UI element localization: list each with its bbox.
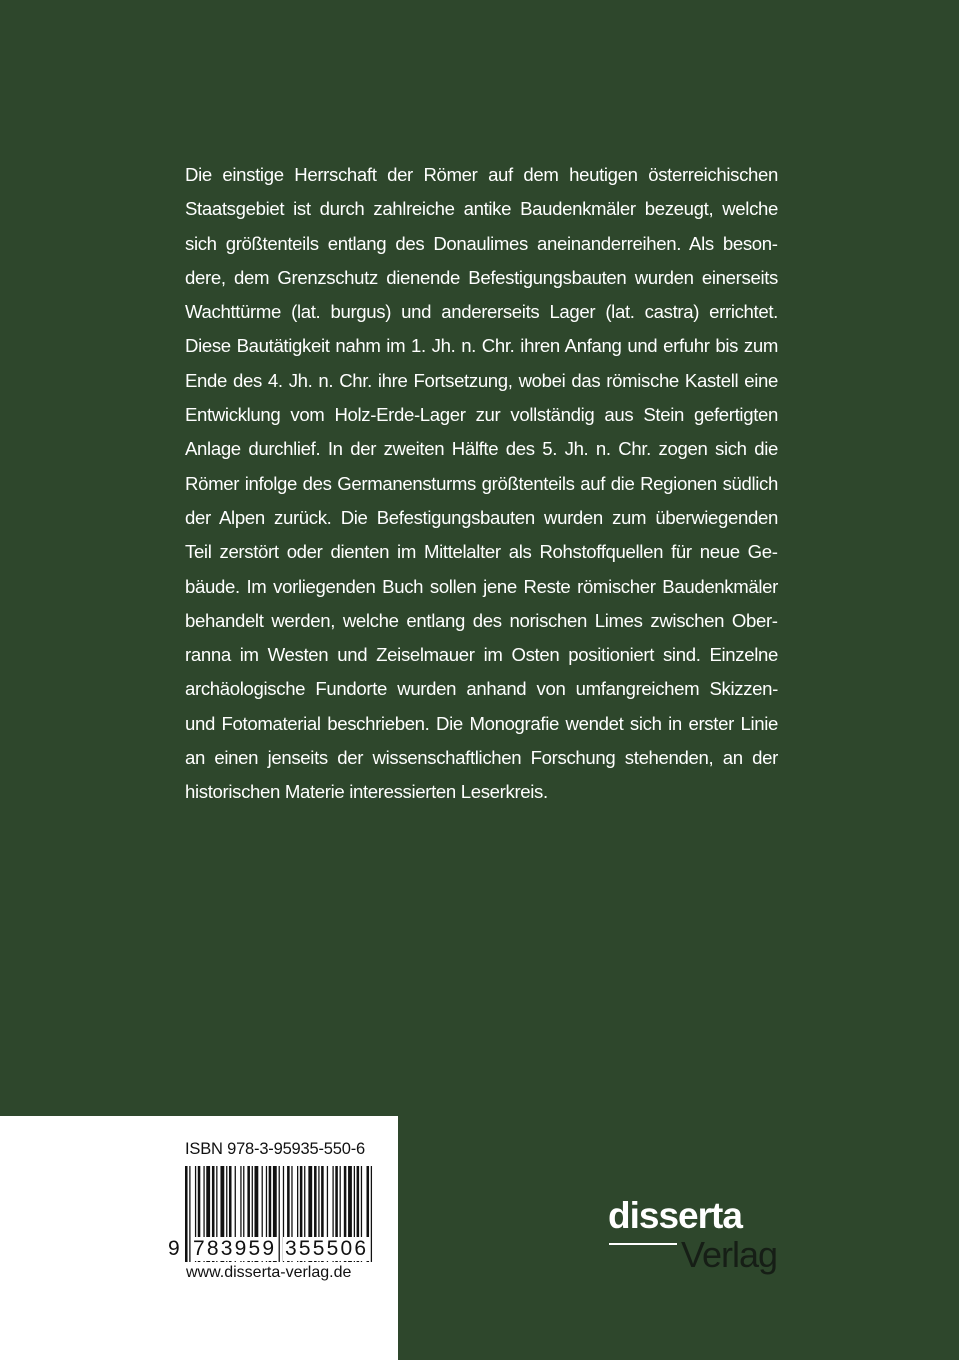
publisher-logo-name: disserta — [608, 1195, 742, 1236]
barcode-first-digit: 9 — [168, 1237, 180, 1260]
publisher-logo-rule — [609, 1243, 677, 1245]
barcode-left-digits: 783959 — [193, 1237, 277, 1260]
barcode-bar — [371, 1166, 372, 1262]
back-cover-blurb — [185, 158, 778, 810]
barcode-bar — [279, 1166, 280, 1262]
barcode-right-digits: 355506 — [285, 1237, 369, 1260]
barcode-bar — [185, 1166, 188, 1262]
blurb-paragraph: Die einstige Herrschaft der Römer auf dem heutigen österreichischen Staatsgebiet ist durch zahlreiche antike Baudenkmäler bezeugt, welche sich größtenteils entlang des Donaulimes aneinanderreihen. Als besondere, dem Grenzschutz dienende Befestigungsbauten wurden einerseits Wachttürme (lat. burgus) und andererseits Lager (lat. castra) errichtet. Diese Bautätigkeit nahm im 1. Jh. n. Chr. ihren Anfang und erfuhr bis zum Ende des 4. Jh. n. Chr. ihre Fortsetzung, wobei das römische Kastell eine Entwicklung vom Holz-Erde-Lager zur vollständig aus Stein gefertigten Anlage durchlief. In der zweiten Hälfte des 5. Jh. n. Chr. zogen sich die Römer infolge des Germanensturms größtenteils auf die Regionen südlich der Alpen zurück. Die Befestigungsbauten wurden zum überwiegenden Teil zerstört oder dienten im Mittelalter als Rohstoffquellen für neue Gebäude. Im vorliegenden Buch sollen jene Reste römischer Baudenkmäler behandelt werden, welche entlang des norischen Limes zwischen Oberranna im Westen und Zeiselmauer im Osten positioniert sind. Einzelne archäologische Fundorte wurden anhand von umfangreichem Skizzen- und Fotomaterial beschrieben. Die Monografie wendet sich in erster Linie an einen jenseits der wissenschaftlichen Forschung stehenden, an der historischen Materie interessierten Leserkreis. — [185, 164, 778, 803]
publisher-logo-verlag: Verlag — [681, 1234, 778, 1275]
publisher-website: www.disserta-verlag.de — [186, 1264, 352, 1281]
isbn-label: ISBN 978-3-95935-550-6 — [185, 1140, 365, 1158]
